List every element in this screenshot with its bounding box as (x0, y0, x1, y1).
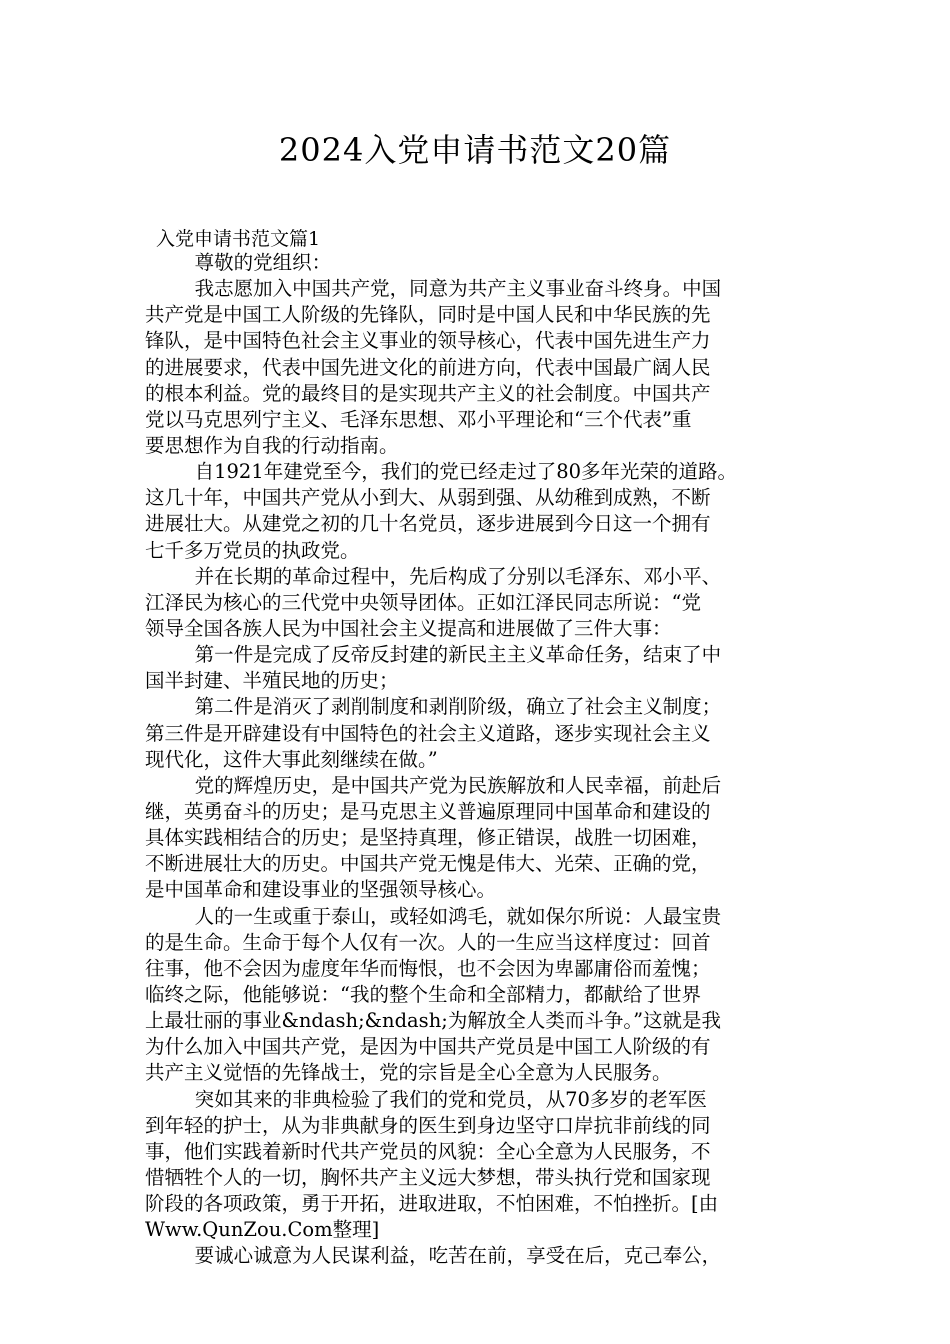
text-line: 我志愿加入中国共产党，同意为共产主义事业奋斗终身。中国 (145, 277, 722, 301)
text-line: 党的辉煌历史，是中国共产党为民族解放和人民幸福，前赴后 (145, 773, 722, 797)
text-line: 继，英勇奋斗的历史；是马克思主义普遍原理同中国革命和建设的 (145, 799, 711, 823)
text-line: 突如其来的非典检验了我们的党和党员，从70多岁的老军医 (145, 1087, 707, 1111)
text-line: 第二件是消灭了剥削制度和剥削阶级，确立了社会主义制度； (145, 695, 722, 719)
text-line: 人的一生或重于泰山，或轻如鸿毛，就如保尔所说：人最宝贵 (145, 904, 722, 928)
text-line: 的根本利益。党的最终目的是实现共产主义的社会制度。中国共产 (145, 381, 711, 405)
text-line: 第三件是开辟建设有中国特色的社会主义道路，逐步实现社会主义 (145, 721, 711, 745)
text-line: 上最壮丽的事业&ndash;&ndash;为解放全人类而斗争。”这就是我 (145, 1009, 722, 1033)
text-line: 到年轻的护士，从为非典献身的医生到身边坚守口岸抗非前线的同 (145, 1113, 711, 1137)
text-line: 阶段的各项政策，勇于开拓，进取进取，不怕困难，不怕挫折。[由 (145, 1192, 719, 1216)
text-line: 共产主义觉悟的先锋战士，党的宗旨是全心全意为人民服务。 (145, 1061, 672, 1085)
text-line: 为什么加入中国共产党，是因为中国共产党员是中国工人阶级的有 (145, 1035, 711, 1059)
text-line: 江泽民为核心的三代党中央领导团体。正如江泽民同志所说：“党 (145, 590, 701, 614)
text-line: 并在长期的革命过程中，先后构成了分别以毛泽东、邓小平、 (145, 564, 722, 588)
text-line: 自1921年建党至今，我们的党已经走过了80多年光荣的道路。 (145, 460, 738, 484)
text-line: 现代化，这件大事此刻继续在做。” (145, 747, 438, 771)
text-line: 要诚心诚意为人民谋利益，吃苦在前，享受在后，克己奉公， (145, 1244, 722, 1268)
text-line: 尊敬的党组织： (145, 251, 332, 274)
text-line: 的进展要求，代表中国先进文化的前进方向，代表中国最广阔人民 (145, 355, 711, 379)
text-line: 往事，他不会因为虚度年华而悔恨，也不会因为卑鄙庸俗而羞愧； (145, 956, 711, 980)
text-line: 这几十年，中国共产党从小到大、从弱到强、从幼稚到成熟，不断 (145, 486, 711, 510)
document-title: 2024入党申请书范文20篇 (278, 131, 672, 169)
text-line: 惜牺牲个人的一切，胸怀共产主义远大梦想，带头执行党和国家现 (145, 1165, 711, 1189)
text-line: 要思想作为自我的行动指南。 (145, 433, 399, 457)
text-line: 锋队，是中国特色社会主义事业的领导核心，代表中国先进生产力 (145, 329, 711, 353)
text-line: 第一件是完成了反帝反封建的新民主主义革命任务，结束了中 (145, 643, 722, 667)
text-line: 临终之际，他能够说：“我的整个生命和全部精力，都献给了世界 (145, 982, 701, 1006)
text-line: 事，他们实践着新时代共产党员的风貌：全心全意为人民服务，不 (145, 1139, 711, 1163)
text-line: 七千多万党员的执政党。 (145, 538, 360, 562)
text-line: 的是生命。生命于每个人仅有一次。人的一生应当这样度过：回首 (145, 930, 711, 954)
text-line: 进展壮大。从建党之初的几十名党员，逐步进展到今日这一个拥有 (145, 512, 711, 536)
section-heading: 入党申请书范文篇1 (156, 228, 321, 250)
text-line: Www.QunZou.Com整理] (145, 1218, 380, 1242)
text-line: 国半封建、半殖民地的历史； (145, 669, 399, 693)
text-line: 党以马克思列宁主义、毛泽东思想、邓小平理论和“三个代表”重 (145, 407, 692, 431)
text-line: 是中国革命和建设事业的坚强领导核心。 (145, 878, 497, 902)
text-line: 领导全国各族人民为中国社会主义提高和进展做了三件大事： (145, 616, 672, 640)
text-line: 不断进展壮大的历史。中国共产党无愧是伟大、光荣、正确的党， (145, 852, 711, 876)
text-line: 共产党是中国工人阶级的先锋队，同时是中国人民和中华民族的先 (145, 303, 711, 327)
document-body (145, 250, 825, 1269)
text-line: 具体实践相结合的历史；是坚持真理，修正错误，战胜一切困难， (145, 826, 711, 850)
